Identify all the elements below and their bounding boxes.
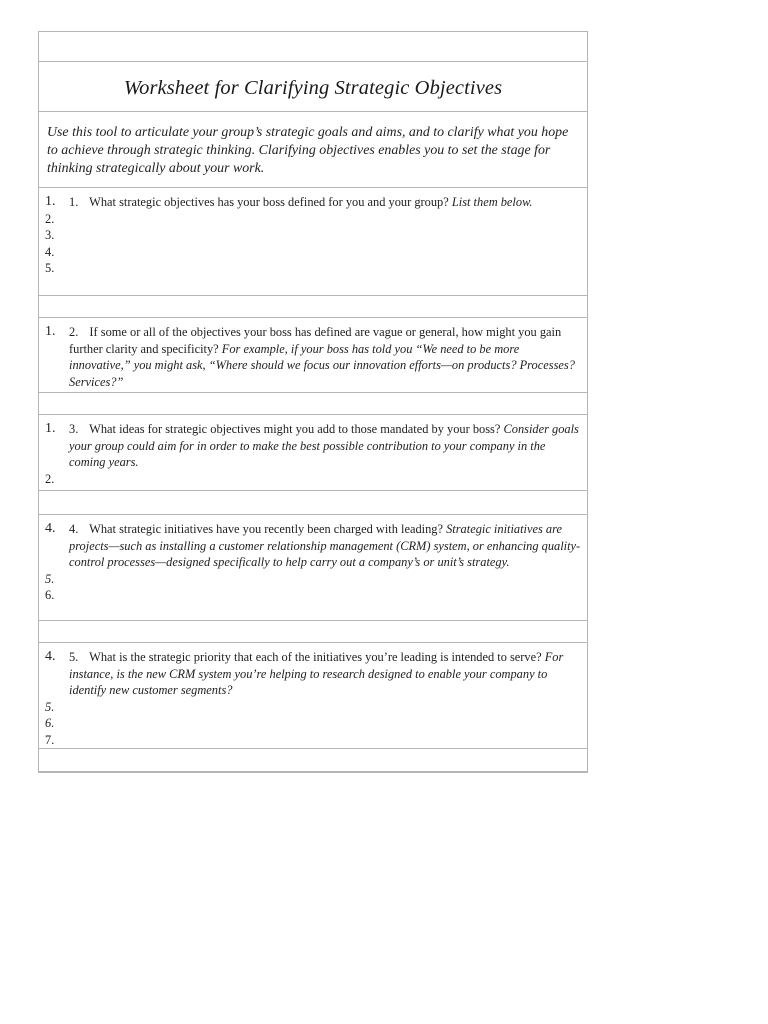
list-marker: 1. — [45, 194, 56, 209]
question-2 — [39, 318, 587, 393]
question-text: What is the strategic priority that each of the initiatives you’re leading is intended to serve? — [89, 650, 542, 664]
question-hint: For example, if your boss has told you “We need to be more innovative,” you might ask, “Where should we focus our innovation efforts—on products? Processes? Services?” — [69, 341, 575, 389]
answer-line: 7. — [45, 732, 55, 747]
question-text: What strategic initiatives have you recently been charged with leading? — [89, 522, 443, 536]
answer-line: 5. — [45, 261, 55, 275]
answer-line: 5. — [45, 571, 55, 586]
answer-line: 6. — [45, 716, 55, 730]
list-marker: 4. — [45, 649, 56, 664]
answer-line: 2. — [45, 211, 55, 226]
question-number: 5. — [69, 650, 79, 664]
question-hint: List them below. — [451, 195, 533, 209]
answer-line: 3. — [45, 228, 55, 242]
question-1 — [39, 188, 587, 296]
question-4 — [39, 515, 587, 621]
question-number: 4. — [69, 522, 79, 536]
spacer-row — [39, 491, 587, 515]
list-marker: 1. — [45, 324, 56, 339]
list-marker: 1. — [45, 421, 56, 436]
page-title: Worksheet for Clarifying Strategic Objectives — [123, 77, 503, 99]
answer-line: 5. — [45, 699, 55, 714]
spacer-row — [39, 296, 587, 318]
question-text: What ideas for strategic objectives might you add to those mandated by your boss? — [89, 422, 501, 436]
question-hint: For instance, is the new CRM system you’re helping to research designed to enable your company to identify new customer segments? — [69, 650, 564, 697]
answer-line: 6. — [45, 588, 55, 602]
question-hint: Consider goals your group could aim for in order to make the best possible contribution to your company in the coming years. — [69, 422, 579, 469]
question-hint: Strategic initiatives are projects—such as installing a customer relationship management (CRM) system, or enhancing quality-control processes—designed specifically to help carry out a company’s or unit’s strategy. — [69, 522, 581, 569]
spacer-row — [39, 749, 587, 771]
question-3 — [39, 415, 587, 491]
blank-row-top — [39, 32, 587, 62]
intro-paragraph: Use this tool to articulate your group’s strategic goals and aims, and to clarify what you hope to achieve through strategic thinking. Clarifying objectives enables you to set the stage for thinking strategically about your work. — [39, 112, 587, 188]
list-marker: 4. — [45, 521, 56, 536]
question-number: 3. — [69, 422, 79, 436]
question-5 — [39, 643, 587, 749]
answer-line: 4. — [45, 244, 55, 259]
question-text: What strategic objectives has your boss defined for you and your group? — [89, 195, 449, 209]
question-number: 1. — [69, 195, 79, 209]
spacer-row — [39, 393, 587, 415]
answer-line: 2. — [45, 471, 55, 486]
spacer-row — [39, 621, 587, 643]
question-number: 2. — [69, 325, 79, 339]
title-row — [39, 62, 587, 112]
question-text: If some or all of the objectives your boss has defined are vague or general, how might you gain further clarity and specificity? — [69, 325, 562, 356]
worksheet-table — [38, 31, 588, 773]
